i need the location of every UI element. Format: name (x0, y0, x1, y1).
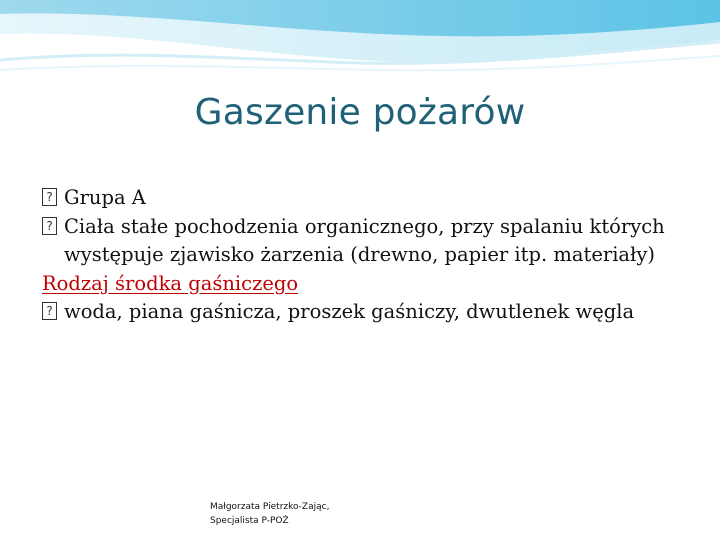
author-footer (210, 500, 329, 528)
bullet-text: Grupa A (64, 186, 146, 209)
bullet-box-icon: ? (42, 302, 57, 320)
slide-title: Gaszenie pożarów (194, 92, 526, 133)
bullet-text: Ciała stałe pochodzenia organicznego, przy spalaniu których występuje zjawisko żarzenia (drewno, papier itp. materiały) (64, 214, 665, 266)
author-name: Małgorzata Pietrzko-Zając, (210, 502, 330, 512)
subheading: Rodzaj środka gaśniczego (42, 271, 299, 295)
bullet-item (42, 184, 682, 213)
author-role: Specjalista P-POŻ (210, 516, 289, 526)
header-wave-decoration (0, 0, 720, 80)
bullet-item (42, 213, 682, 270)
bullet-item (42, 298, 682, 327)
slide-body (42, 184, 682, 327)
bullet-text: woda, piana gaśnicza, proszek gaśniczy, dwutlenek węgla (64, 300, 635, 323)
bullet-box-icon: ? (42, 217, 57, 235)
bullet-box-icon: ? (42, 188, 57, 206)
